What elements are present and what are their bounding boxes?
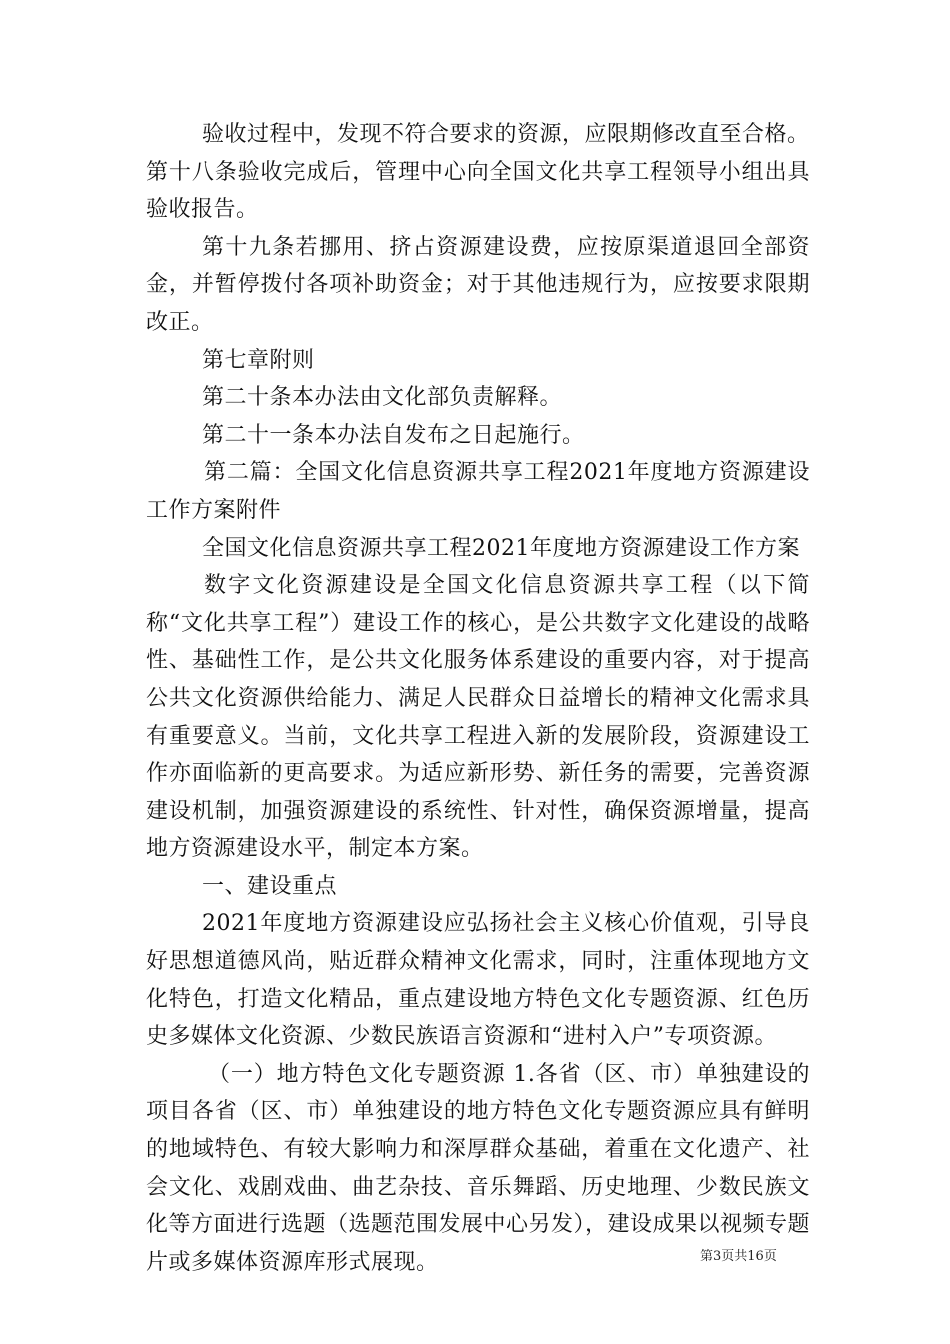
document-body (146, 116, 810, 1281)
paragraph-local-resources: （一）地方特色文化专题资源 1.各省（区、市）单独建设的项目各省（区、市）单独建设的地方特色文化专题资源应具有鲜明的地域特色、有较大影响力和深厚群众基础，着重在文化遗产、社会文化、戏剧戏曲、曲艺杂技、音乐舞蹈、历史地理、少数民族文化等方面进行选题（选题范围发展中心另发），建设成果以视频专题片或多媒体资源库形式展现。 (146, 1061, 811, 1275)
paragraph-2021-focus: 2021年度地方资源建设应弘扬社会主义核心价值观，引导良好思想道德风尚，贴近群众精神文化需求，同时，注重体现地方文化特色，打造文化精品，重点建设地方特色文化专题资源、红色历史多媒体文化资源、少数民族语言资源和“进村入户”专项资源。 (146, 911, 810, 1050)
paragraph-article-21: 第二十一条本办法自发布之日起施行。 (202, 422, 585, 448)
chapter-heading-7: 第七章附则 (202, 347, 315, 373)
paragraph-introduction: 数字文化资源建设是全国文化信息资源共享工程（以下简称“文化共享工程”）建设工作的核心，是公共数字文化建设的战略性、基础性工作，是公共文化服务体系建设的重要内容，对于提高公共文化资源供给能力、满足人民群众日益增长的精神文化需求具有重要意义。当前，文化共享工程进入新的发展阶段，资源建设工作亦面临新的更高要求。为适应新形势、新任务的需要，完善资源建设机制，加强资源建设的系统性、针对性，确保资源增量，提高地方资源建设水平，制定本方案。 (146, 573, 810, 862)
paragraph-article-20: 第二十条本办法由文化部负责解释。 (202, 385, 563, 411)
paragraph-article-19: 第十九条若挪用、挤占资源建设费，应按原渠道退回全部资金，并暂停拨付各项补助资金；对于其他违规行为，应按要求限期改正。 (146, 234, 810, 335)
page-number: 第3页共16页 (700, 1249, 777, 1264)
document-title: 全国文化信息资源共享工程2021年度地方资源建设工作方案 (202, 535, 800, 561)
paragraph-acceptance-process: 验收过程中，发现不符合要求的资源，应限期修改直至合格。 (202, 122, 810, 147)
heading-construction-focus: 一、建设重点 (202, 873, 338, 899)
section-heading-part-2: 第二篇：全国文化信息资源共享工程2021年度地方资源建设工作方案附件 (146, 460, 810, 523)
paragraph-article-18: 第十八条验收完成后，管理中心向全国文化共享工程领导小组出具验收报告。 (146, 159, 810, 223)
